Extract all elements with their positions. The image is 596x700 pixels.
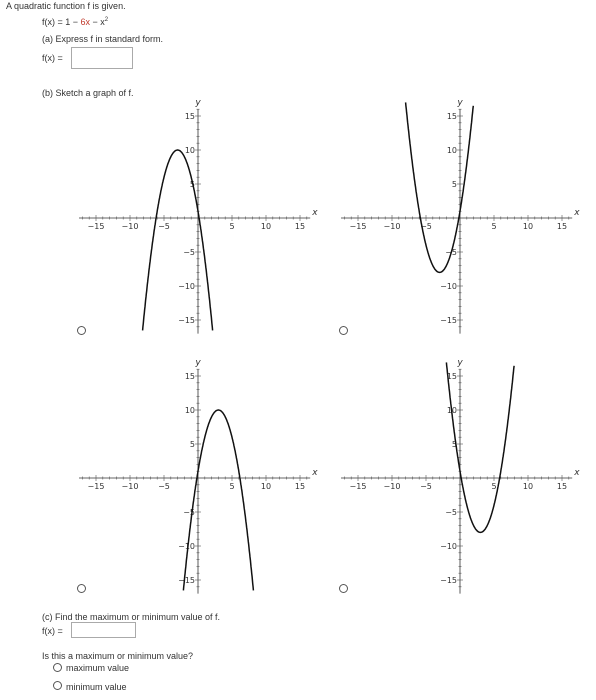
- x-tick-label: 5: [229, 482, 235, 491]
- intro-text: A quadratic function f is given.: [6, 1, 126, 11]
- x-tick-label: −15: [87, 222, 105, 231]
- graph-option-4-radio[interactable]: [339, 584, 348, 593]
- part-a-label: f(x) =: [42, 53, 63, 63]
- x-tick-label: −10: [121, 482, 139, 491]
- y-tick-label: 10: [184, 146, 195, 155]
- x-tick-label: −10: [383, 222, 401, 231]
- graph-3: [80, 360, 316, 596]
- x-tick-label: 5: [229, 222, 235, 231]
- x-tick-label: −15: [87, 482, 105, 491]
- y-axis-label: y: [195, 98, 201, 109]
- y-axis-label: y: [195, 358, 201, 369]
- y-tick-label: 5: [189, 180, 195, 189]
- function-definition: [42, 17, 108, 28]
- graph-option-3-radio[interactable]: [77, 584, 86, 593]
- parabola-curve: [446, 362, 514, 532]
- y-tick-label: −15: [440, 316, 457, 325]
- y-tick-label: −15: [440, 576, 457, 585]
- function-exponent: 2: [104, 17, 109, 23]
- function-red-term: 6x: [80, 17, 91, 27]
- x-tick-label: −5: [420, 482, 432, 491]
- y-tick-label: 5: [189, 440, 195, 449]
- x-tick-label: −5: [420, 222, 432, 231]
- y-tick-label: −5: [183, 248, 195, 257]
- standard-form-input[interactable]: [71, 47, 133, 69]
- x-tick-label: 15: [294, 222, 306, 231]
- x-tick-label: −5: [158, 482, 170, 491]
- x-tick-label: 15: [556, 482, 568, 491]
- x-tick-label: −15: [349, 222, 367, 231]
- x-tick-label: 5: [491, 222, 497, 231]
- y-tick-label: 15: [446, 372, 457, 381]
- y-axis-label: y: [457, 98, 463, 109]
- x-tick-label: 10: [522, 222, 534, 231]
- extreme-value-input[interactable]: [71, 622, 136, 638]
- x-tick-label: 10: [260, 222, 272, 231]
- x-tick-label: 5: [491, 482, 497, 491]
- x-axis-label: x: [574, 468, 580, 478]
- y-tick-label: 15: [446, 112, 457, 121]
- graph-option-2-radio[interactable]: [339, 326, 348, 335]
- graph-option-1-radio[interactable]: [77, 326, 86, 335]
- y-tick-label: −15: [178, 576, 195, 585]
- y-tick-label: −10: [440, 542, 457, 551]
- part-c-label: f(x) =: [42, 626, 63, 636]
- y-tick-label: −5: [445, 508, 457, 517]
- y-tick-label: 10: [184, 406, 195, 415]
- x-tick-label: −10: [121, 222, 139, 231]
- x-axis-label: x: [574, 208, 580, 218]
- y-tick-label: 10: [446, 406, 457, 415]
- minimum-value-label: minimum value: [66, 682, 127, 692]
- x-tick-label: 10: [260, 482, 272, 491]
- x-tick-label: −5: [158, 222, 170, 231]
- x-tick-label: −10: [383, 482, 401, 491]
- minimum-value-radio[interactable]: [53, 681, 62, 690]
- x-tick-label: 10: [522, 482, 534, 491]
- function-prefix: f(x) = 1 −: [42, 17, 81, 27]
- y-tick-label: −10: [440, 282, 457, 291]
- part-b-prompt: (b) Sketch a graph of f.: [42, 88, 134, 98]
- x-tick-label: 15: [294, 482, 306, 491]
- x-tick-label: 15: [556, 222, 568, 231]
- y-tick-label: 10: [446, 146, 457, 155]
- y-tick-label: 5: [451, 180, 457, 189]
- parabola-curve: [406, 102, 474, 272]
- parabola-curve: [183, 410, 253, 590]
- y-tick-label: 15: [184, 112, 195, 121]
- max-min-question: Is this a maximum or minimum value?: [42, 651, 194, 661]
- y-tick-label: −10: [178, 282, 195, 291]
- y-tick-label: 15: [184, 372, 195, 381]
- graph-1: [80, 100, 316, 336]
- x-axis-label: x: [312, 468, 318, 478]
- maximum-value-radio[interactable]: [53, 663, 62, 672]
- y-tick-label: 5: [451, 440, 457, 449]
- y-tick-label: −10: [178, 542, 195, 551]
- function-suffix: − x: [90, 17, 105, 27]
- maximum-value-label: maximum value: [66, 663, 130, 673]
- graph-4: [342, 360, 578, 596]
- y-tick-label: −15: [178, 316, 195, 325]
- graph-2: [342, 100, 578, 336]
- x-tick-label: −15: [349, 482, 367, 491]
- x-axis-label: x: [312, 208, 318, 218]
- y-tick-label: −5: [445, 248, 457, 257]
- parabola-curve: [143, 150, 213, 330]
- y-tick-label: −5: [183, 508, 195, 517]
- part-a-prompt: (a) Express f in standard form.: [42, 34, 164, 44]
- y-axis-label: y: [457, 358, 463, 369]
- part-c-prompt: (c) Find the maximum or minimum value of f.: [42, 612, 221, 622]
